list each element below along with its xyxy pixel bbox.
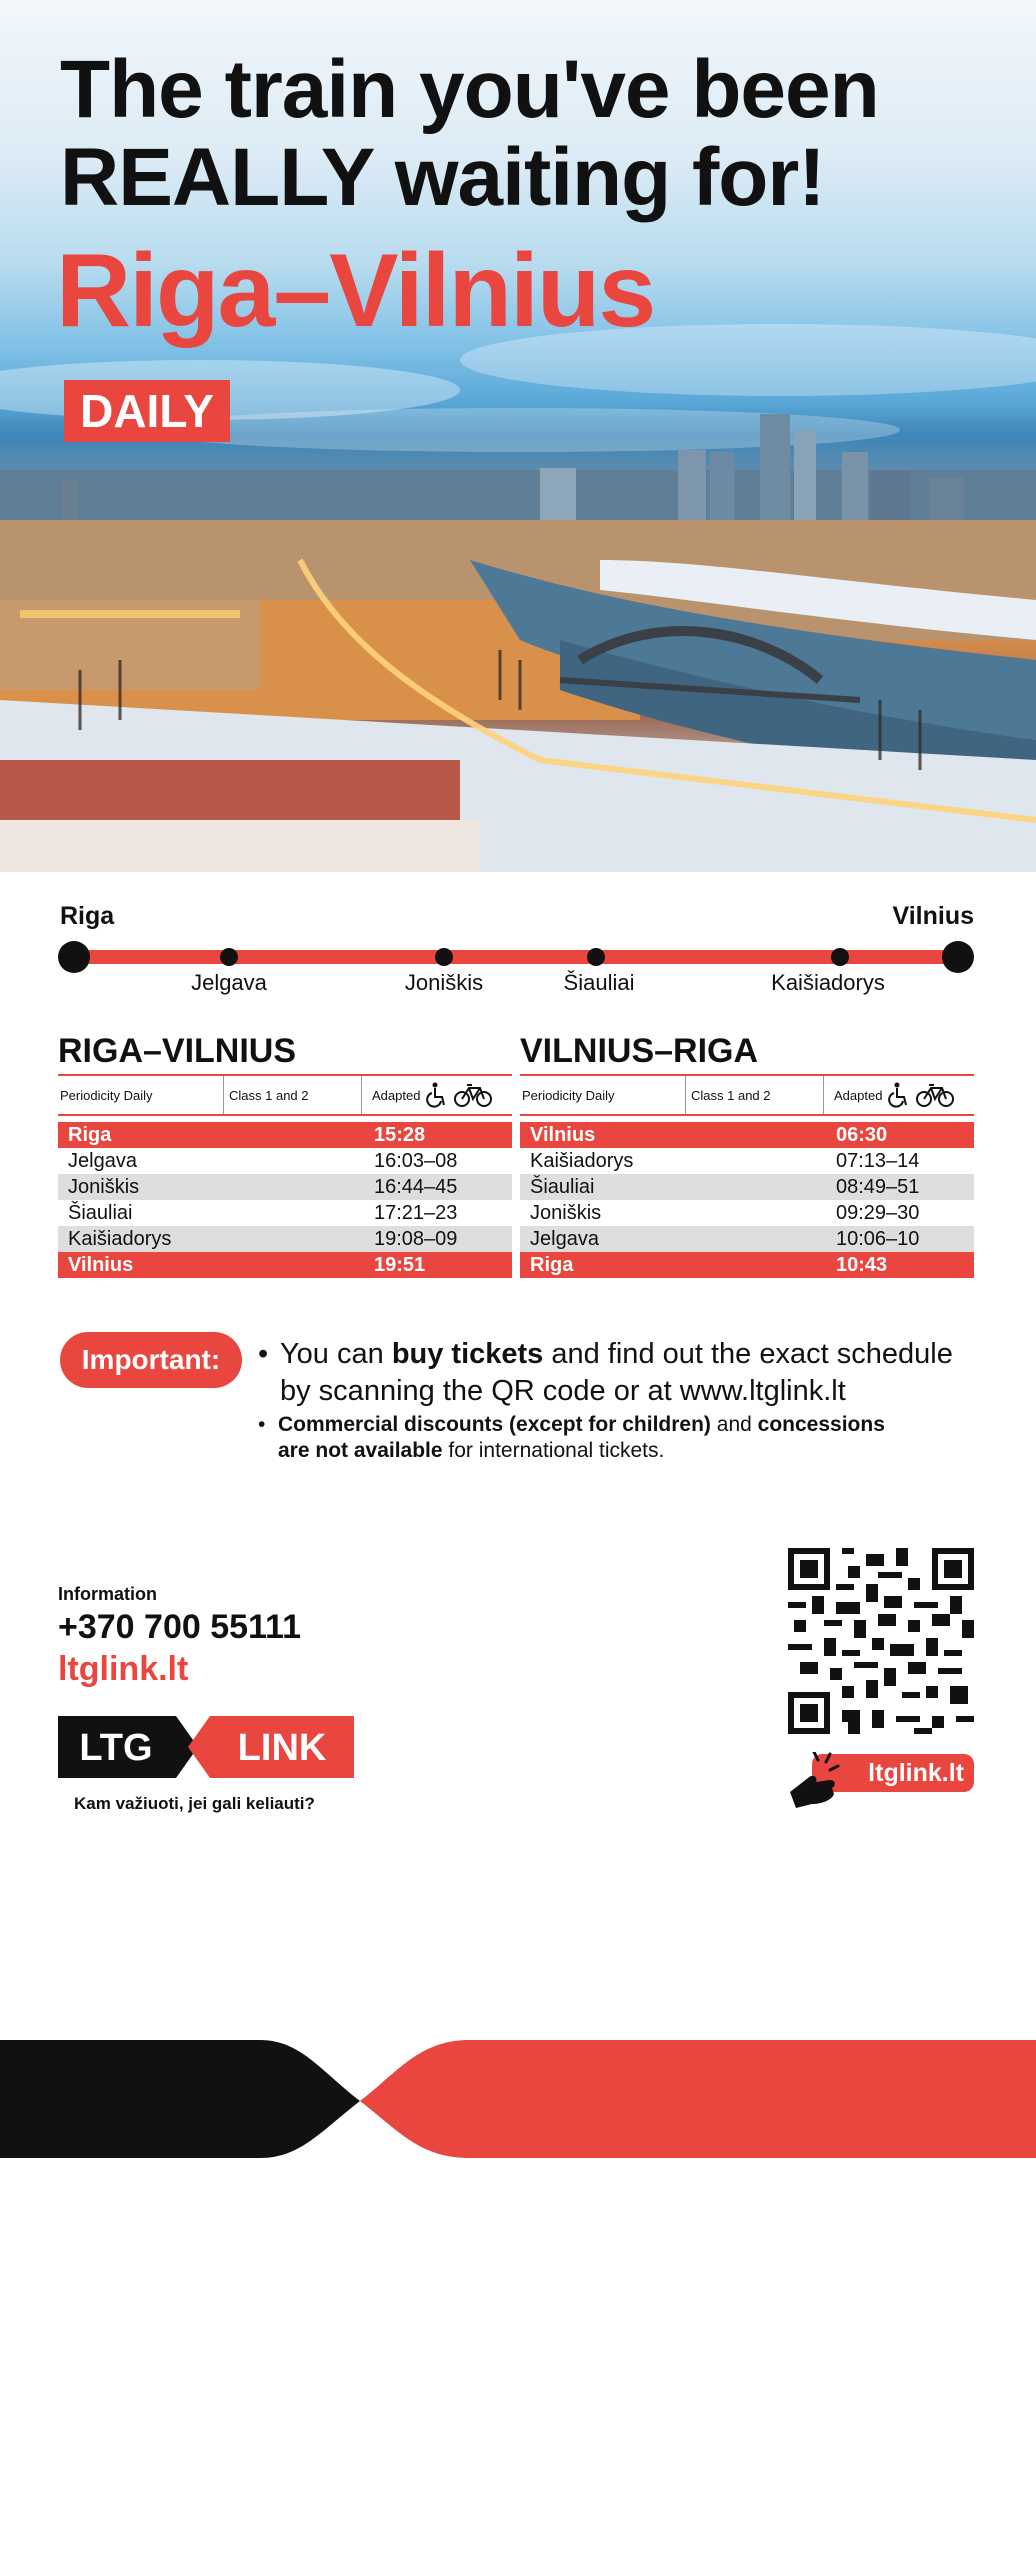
route-end-label: Vilnius: [892, 902, 974, 930]
stop-dot-joniskis: [435, 948, 453, 966]
time-cell: 10:06–10: [836, 1228, 920, 1250]
qr-website-button[interactable]: ltglink.lt: [812, 1754, 974, 1792]
slogan: Kam važiuoti, jei gali keliauti?: [74, 1794, 315, 1813]
station-cell: Joniškis: [530, 1202, 602, 1224]
timetable-vilnius-riga: [520, 1028, 974, 1278]
phone-number[interactable]: +370 700 55111: [58, 1608, 301, 1646]
table-row: [520, 1200, 974, 1226]
timetable-rows: [520, 1122, 974, 1278]
time-cell: 17:21–23: [374, 1202, 458, 1224]
ltg-link-logo: [58, 1716, 354, 1778]
station-cell: Joniškis: [68, 1176, 140, 1198]
table-row: [520, 1252, 974, 1278]
time-cell: 15:28: [374, 1124, 426, 1146]
station-cell: Kaišiadorys: [530, 1150, 634, 1172]
note-text: and find out the exact schedule: [543, 1338, 953, 1370]
timetable-header: [520, 1076, 974, 1116]
class-cell: Class 1 and 2: [686, 1076, 824, 1114]
stop-dot-siauliai: [587, 948, 605, 966]
station-cell: Vilnius: [68, 1254, 134, 1276]
wheelchair-icon: [426, 1082, 448, 1108]
adapted-label: Adapted: [372, 1087, 421, 1103]
daily-badge: DAILY: [64, 380, 230, 442]
route-title: Riga–Vilnius: [56, 233, 655, 349]
note-buy-tickets: [258, 1336, 998, 1410]
table-row: [58, 1148, 512, 1174]
headline-line-2: REALLY waiting for!: [60, 132, 825, 223]
bullet: •: [258, 1413, 266, 1436]
note-text: for international tickets.: [442, 1439, 665, 1462]
logo-left-text: LTG: [79, 1727, 153, 1769]
note-discounts: [258, 1412, 998, 1464]
class-cell: Class 1 and 2: [224, 1076, 362, 1114]
route-line-diagram: [0, 872, 1036, 1022]
note-line: [258, 1438, 998, 1464]
headline-line-1: The train you've been: [60, 44, 879, 135]
stop-label-kaisiadorys: Kaišiadorys: [771, 970, 885, 995]
note-line: by scanning the QR code or at www.ltglink.lt: [280, 1375, 846, 1407]
route-start-dot: [58, 941, 90, 973]
station-cell: Kaišiadorys: [68, 1228, 172, 1250]
timetable-title: VILNIUS–RIGA: [520, 1028, 974, 1076]
time-cell: 06:30: [836, 1124, 888, 1146]
note-bold: concessions: [757, 1413, 885, 1436]
stop-label-jelgava: Jelgava: [191, 970, 267, 995]
periodicity-cell: Periodicity Daily: [58, 1076, 224, 1114]
information-label: Information: [58, 1584, 157, 1604]
brand-band-red: [360, 2040, 1036, 2158]
note-text: and: [710, 1413, 758, 1436]
table-row: [520, 1226, 974, 1252]
time-cell: 16:44–45: [374, 1176, 458, 1198]
station-cell: Riga: [530, 1254, 574, 1276]
adapted-cell: [362, 1076, 512, 1114]
note-bold: are not available: [278, 1439, 443, 1462]
time-cell: 07:13–14: [836, 1150, 920, 1172]
timetable-header: [58, 1076, 512, 1116]
route-line-graphic: [0, 872, 1036, 1022]
pointing-hand-icon: [782, 1752, 852, 1812]
stop-label-joniskis: Joniškis: [404, 970, 484, 995]
adapted-label: Adapted: [834, 1087, 883, 1103]
note-line: [258, 1336, 998, 1373]
timetable-title: RIGA–VILNIUS: [58, 1028, 512, 1076]
timetable-riga-vilnius: [58, 1028, 512, 1278]
table-row: [58, 1252, 512, 1278]
table-row: [520, 1122, 974, 1148]
timetable-rows: [58, 1122, 512, 1278]
route-start-label: Riga: [60, 902, 115, 930]
time-cell: 16:03–08: [374, 1150, 458, 1172]
periodicity-cell: Periodicity Daily: [520, 1076, 686, 1114]
station-cell: Jelgava: [530, 1228, 599, 1250]
adapted-cell: [824, 1076, 974, 1114]
table-row: [58, 1200, 512, 1226]
station-cell: Riga: [68, 1124, 112, 1146]
time-cell: 19:08–09: [374, 1228, 458, 1250]
bicycle-icon: [916, 1082, 954, 1108]
logo-right-text: LINK: [237, 1727, 327, 1769]
brand-band: [0, 2040, 1036, 2162]
brand-band-black: [0, 2040, 360, 2158]
headline: [60, 46, 879, 222]
table-row: [520, 1148, 974, 1174]
time-cell: 09:29–30: [836, 1202, 920, 1224]
time-cell: 08:49–51: [836, 1176, 920, 1198]
bicycle-icon: [454, 1082, 492, 1108]
bullet: •: [258, 1338, 269, 1370]
station-cell: Jelgava: [68, 1150, 137, 1172]
time-cell: 10:43: [836, 1254, 888, 1276]
note-bold: Commercial discounts (except for children): [278, 1413, 711, 1436]
qr-code-icon[interactable]: [788, 1548, 974, 1734]
station-cell: Vilnius: [530, 1124, 596, 1146]
note-text: You can: [280, 1338, 392, 1370]
wheelchair-icon: [888, 1082, 910, 1108]
stop-label-siauliai: Šiauliai: [563, 970, 635, 995]
station-cell: Šiauliai: [68, 1202, 133, 1224]
stop-dot-kaisiadorys: [831, 948, 849, 966]
time-cell: 19:51: [374, 1254, 426, 1276]
table-row: [58, 1226, 512, 1252]
route-line-bar: [74, 950, 958, 964]
note-bold: buy tickets: [391, 1338, 544, 1370]
website-link[interactable]: ltglink.lt: [58, 1650, 189, 1688]
stop-dot-jelgava: [220, 948, 238, 966]
route-end-dot: [942, 941, 974, 973]
important-badge: Important:: [60, 1332, 242, 1388]
table-row: [520, 1174, 974, 1200]
hero-banner: [0, 0, 1036, 872]
note-line: [258, 1412, 998, 1438]
station-cell: Šiauliai: [530, 1176, 595, 1198]
table-row: [58, 1174, 512, 1200]
table-row: [58, 1122, 512, 1148]
